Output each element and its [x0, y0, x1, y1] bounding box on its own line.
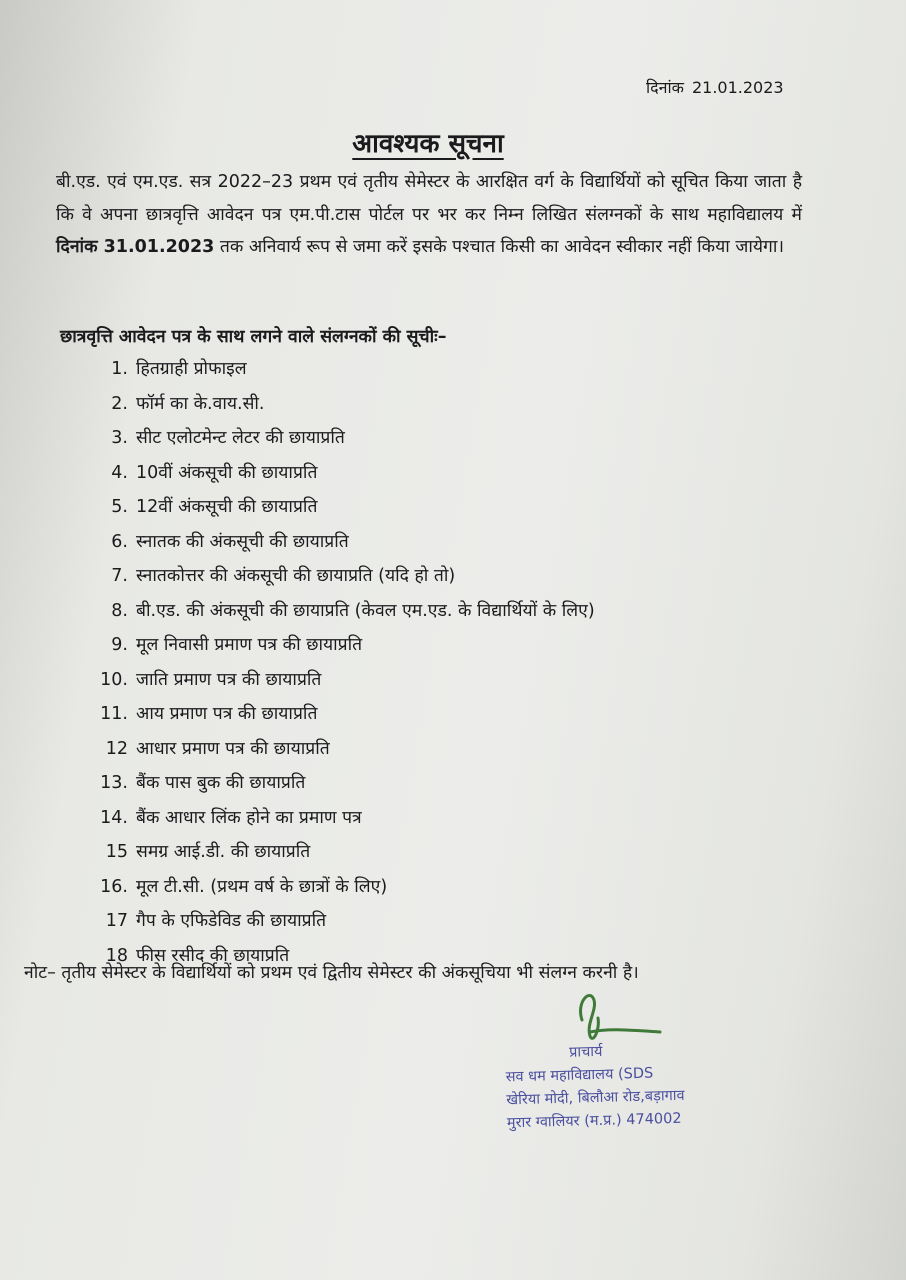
list-item-text: आय प्रमाण पत्र की छायाप्रति: [136, 704, 318, 724]
list-item-text: मूल टी.सी. (प्रथम वर्ष के छात्रों के लिए): [136, 876, 388, 897]
list-item: [88, 490, 808, 525]
list-item: [88, 801, 808, 836]
list-item: [88, 732, 808, 767]
notice-body: [56, 166, 802, 264]
list-item-text: सीट एलोटमेन्ट लेटर की छायाप्रति: [136, 428, 345, 448]
list-item-number: 17: [105, 911, 128, 931]
list-item-number: 7.: [111, 566, 128, 586]
list-item: [88, 663, 808, 698]
list-item-text: गैप के एफिडेविड की छायाप्रति: [136, 911, 327, 931]
list-item-text: जाति प्रमाण पत्र की छायाप्रति: [136, 669, 322, 690]
list-item-text: 12वीं अंकसूची की छायाप्रति: [136, 497, 318, 517]
deadline-date: दिनांक 31.01.2023: [56, 237, 215, 257]
list-item: [88, 594, 808, 629]
list-item-number: 18: [105, 945, 128, 966]
notice-title: [0, 124, 856, 160]
list-item: [88, 628, 808, 663]
notice-title-text: आवश्यक सूचना: [352, 129, 504, 159]
list-item-text: फॉर्म का के.वाय.सी.: [136, 393, 265, 414]
list-item-number: 8.: [111, 600, 128, 621]
list-item-text: मूल निवासी प्रमाण पत्र की छायाप्रति: [136, 635, 363, 655]
list-item-number: 11.: [100, 704, 128, 724]
list-item: [88, 559, 808, 594]
list-item-number: 10.: [100, 669, 128, 690]
list-item-number: 12: [105, 738, 128, 759]
list-item-text: आधार प्रमाण पत्र की छायाप्रति: [136, 738, 330, 759]
attachments-list: [88, 352, 808, 973]
list-item: [88, 766, 808, 801]
list-item: [88, 904, 808, 939]
list-item-number: 14.: [100, 807, 128, 828]
list-item: [88, 387, 808, 422]
date-line: [646, 76, 784, 98]
list-item-number: 1.: [111, 359, 128, 379]
list-item-text: हितग्राही प्रोफाइल: [136, 359, 247, 379]
stamp-title: प्राचार्य: [568, 1043, 603, 1061]
list-item-number: 4.: [111, 462, 128, 483]
list-item: [88, 835, 808, 870]
list-item: [88, 870, 808, 905]
list-item: [88, 352, 808, 387]
list-item-number: 2.: [111, 393, 128, 414]
list-item-text: स्नातकोत्तर की अंकसूची की छायाप्रति (यदि हो तो): [136, 566, 456, 586]
list-item-number: 6.: [111, 531, 128, 552]
notice-body-text: बी.एड. एवं एम.एड. सत्र 2022–23 प्रथम एवं तृतीय सेमेस्टर के आरक्षित वर्ग के विद्यार्थियों को सूचित किया जाता है कि वे अपना छात्रवृत्ति आवेदन पत्र एम.पी.टास पोर्टल पर भर कर निम्न लिखित संलग्नकों के साथ महाविद्यालय में: [56, 172, 802, 225]
list-item-number: 13.: [100, 773, 128, 793]
stamp-address: खेरिया मोदी, बिलौआ रोड,बड़ागाव: [506, 1087, 685, 1109]
date-value: 21.01.2023: [691, 78, 784, 97]
list-item-text: फीस रसीद की छायाप्रति: [136, 945, 290, 966]
list-item-text: बी.एड. की अंकसूची की छायाप्रति (केवल एम.एड. के विद्यार्थियों के लिए): [136, 600, 595, 621]
stamp-college-name: सव धम महाविद्यालय (SDS: [505, 1065, 654, 1086]
stamp-city: मुरार ग्वालियर (म.प्र.) 474002: [506, 1110, 682, 1132]
list-item-text: समग्र आई.डी. की छायाप्रति: [136, 842, 311, 862]
list-item-number: 15: [105, 842, 128, 862]
list-item-text: बैंक आधार लिंक होने का प्रमाण पत्र: [136, 807, 362, 828]
list-item-number: 3.: [111, 428, 128, 448]
list-item: [88, 525, 808, 560]
list-item-number: 5.: [111, 497, 128, 517]
date-label: दिनांक: [646, 78, 684, 97]
list-item-text: 10वीं अंकसूची की छायाप्रति: [136, 462, 318, 483]
list-item-text: स्नातक की अंकसूची की छायाप्रति: [136, 531, 349, 552]
list-item: [88, 456, 808, 491]
list-item-number: 9.: [111, 635, 128, 655]
college-stamp: [505, 1037, 767, 1136]
list-item: [88, 697, 808, 732]
list-heading: छात्रवृत्ति आवेदन पत्र के साथ लगने वाले संलग्नकों की सूचीः–: [60, 327, 447, 347]
list-item: [88, 421, 808, 456]
note: नोट– तृतीय सेमेस्टर के विद्यार्थियों को प्रथम एवं द्वितीय सेमेस्टर की अंकसूचिया भी संलग्न करनी है।: [24, 963, 639, 983]
list-item-text: बैंक पास बुक की छायाप्रति: [136, 773, 306, 793]
list-item-number: 16.: [100, 876, 128, 897]
notice-body-text-end: तक अनिवार्य रूप से जमा करें इसके पश्चात किसी का आवेदन स्वीकार नहीं किया जायेगा।: [219, 237, 785, 257]
